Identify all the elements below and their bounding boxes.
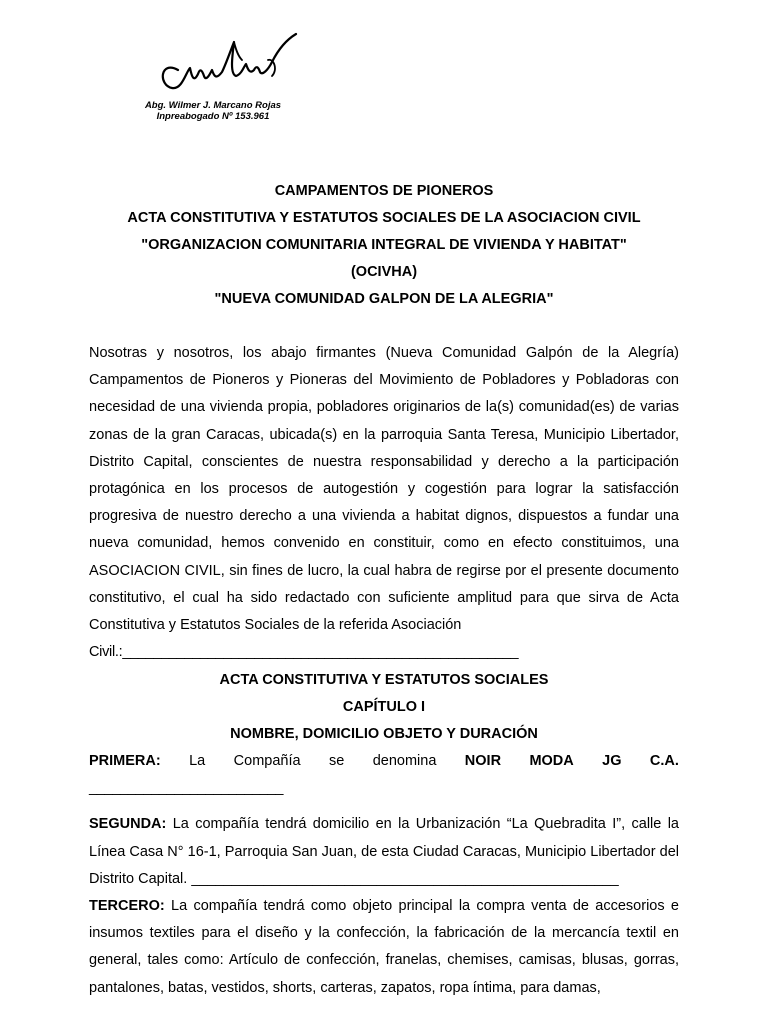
handwritten-signature xyxy=(150,30,300,98)
document-header xyxy=(60,178,708,313)
clause-primera-word: La xyxy=(189,753,206,769)
intro-text: Nosotras y nosotros, los abajo firmantes (Nueva Comunidad Galpón de la Alegría) Campamentos de Pioneros y Pioneras del Movimiento de Pobladores y Pobladoras con necesidad de una vivienda propia, pobladores originarios de la(s) comunidad(es) de varias zonas de la gran Caracas, ubicada(s) en la parroquia Santa Teresa, Municipio Libertador, Distrito Capital, conscientes de nuestra responsabilidad y derecho a la participación protagónica en los procesos de autogestión y cogestión para lograr la satisfacción progresiva de nuestro derecho a una vivienda a habitat dignos, dispuestos a fundar una nueva comunidad, hemos convenido en constituir, como en efecto constituimos, una ASOCIACION CIVIL, sin fines de lucro, la cual habra de regirse por el presente documento constitutivo, el cual ha sido redactado con suficiente amplitud para que sirva de Acta Constitutiva y Estatutos Sociales de la referida Asociación xyxy=(89,345,679,634)
company-name-part: C.A. xyxy=(649,753,679,769)
company-name-part: MODA xyxy=(529,753,574,769)
clause-segunda-text: La compañía tendrá domicilio en la Urbanización “La Quebradita I”, calle la Línea Casa N° 16-1, Parroquia San Juan, de esta Ciudad Caracas, Municipio Libertador del Distrito Capital. _____________________________________________________ xyxy=(89,816,679,887)
clause-primera-word: se xyxy=(328,753,345,769)
signature-caption xyxy=(118,100,308,122)
section-headings xyxy=(89,667,679,748)
header-line-1: CAMPAMENTOS DE PIONEROS xyxy=(274,183,494,199)
company-name-part: JG xyxy=(602,753,622,769)
signer-name: Abg. Wilmer J. Marcano Rojas xyxy=(144,100,282,111)
chapter-number: CAPÍTULO I xyxy=(342,699,426,715)
intro-paragraph xyxy=(89,340,679,666)
chapter-title: NOMBRE, DOMICILIO OBJETO Y DURACIÓN xyxy=(230,726,538,742)
company-name-part: NOIR xyxy=(464,753,502,769)
header-line-3: "ORGANIZACION COMUNITARIA INTEGRAL DE VIVIENDA Y HABITAT" xyxy=(141,237,627,253)
clause-tercero-text: La compañía tendrá como objeto principal la compra venta de accesorios e insumos textiles para el diseño y la confección, la fabricación de la mercancía textil en general, tales como: Artículo de confección, franelas, chemises, camisas, blusas, gorras, pantalones, batas, vestidos, shorts, carteras, zapatos, ropa íntima, para damas, xyxy=(89,898,679,996)
header-line-2: ACTA CONSTITUTIVA Y ESTATUTOS SOCIALES DE LA ASOCIACION CIVIL xyxy=(127,210,641,226)
intro-last-line: Civil.:___________________________________________________ xyxy=(89,644,519,661)
clause-tercero xyxy=(89,893,679,1002)
clause-primera-word: Compañía xyxy=(233,753,301,769)
clause-segunda xyxy=(89,811,679,893)
header-line-5: "NUEVA COMUNIDAD GALPON DE LA ALEGRIA" xyxy=(214,291,554,307)
clause-tercero-label: TERCERO: xyxy=(89,898,165,915)
section-title: ACTA CONSTITUTIVA Y ESTATUTOS SOCIALES xyxy=(219,672,549,688)
clause-primera xyxy=(89,748,679,775)
clause-primera-word: denomina xyxy=(372,753,437,769)
clause-primera-fill: _________________________ xyxy=(89,780,284,797)
clauses xyxy=(89,748,679,1002)
clause-segunda-label: SEGUNDA: xyxy=(89,816,167,833)
clause-primera-label: PRIMERA: xyxy=(89,753,161,769)
signer-registry: Inpreabogado Nº 153.961 xyxy=(156,111,270,122)
header-line-4: (OCIVHA) xyxy=(350,264,418,280)
